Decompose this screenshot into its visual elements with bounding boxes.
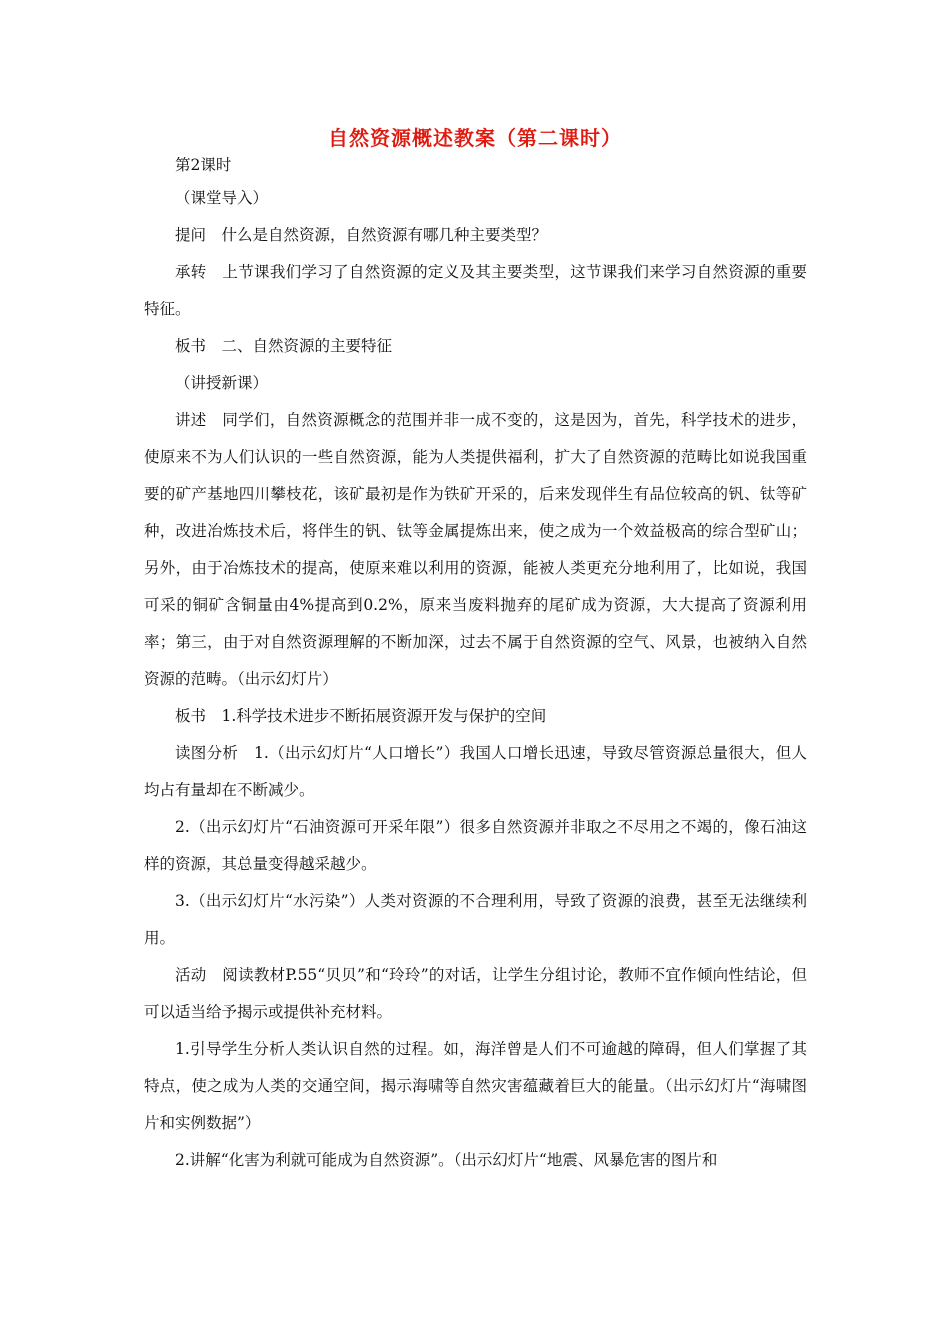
paragraph-board-point-1: 板书 1.科学技术进步不断拓展资源开发与保护的空间 [175,707,547,725]
paragraph-figure-analysis-3: 3.（出示幻灯片“水污染”）人类对资源的不合理利用，导致了资源的浪费，甚至无法继续利用。 [144,892,807,947]
paragraph-activity-point-2: 2.讲解“化害为利就可能成为自然资源”。（出示幻灯片“地震、风暴危害的图片和 [175,1151,718,1169]
paragraph-transition: 承转 上节课我们学习了自然资源的定义及其主要类型，这节课我们来学习自然资源的重要特征。 [144,263,807,318]
paragraph-activity: 活动 阅读教材P.55“贝贝”和“玲玲”的对话，让学生分组讨论，教师不宜作倾向性结论，但可以适当给予揭示或提供补充材料。 [144,966,807,1021]
paragraph-board-heading: 板书 二、自然资源的主要特征 [175,337,393,355]
paragraph-intro-heading: （课堂导入） [175,189,269,207]
paragraph-lesson-number: 第2课时 [175,156,232,174]
document-body [144,150,807,1179]
paragraph-new-lesson-heading: （讲授新课） [175,374,269,392]
paragraph-figure-analysis-1: 读图分析 1.（出示幻灯片“人口增长”）我国人口增长迅速，导致尽管资源总量很大，但人均占有量却在不断减少。 [144,744,807,799]
paragraph-activity-point-1: 1.引导学生分析人类认识自然的过程。如，海洋曾是人们不可逾越的障碍，但人们掌握了其特点，使之成为人类的交通空间，揭示海啸等自然灾害蕴藏着巨大的能量。（出示幻灯片“海啸图片和实例数据”） [144,1040,807,1132]
paragraph-lecture: 讲述 同学们，自然资源概念的范围并非一成不变的，这是因为，首先，科学技术的进步，使原来不为人们认识的一些自然资源，能为人类提供福利，扩大了自然资源的范畴比如说我国重要的矿产基地四川攀枝花，该矿最初是作为铁矿开采的，后来发现伴生有品位较高的钒、钛等矿种，改进冶炼技术后，将伴生的钒、钛等金属提炼出来，使之成为一个效益极高的综合型矿山；另外，由于冶炼技术的提高，使原来难以利用的资源，能被人类更充分地利用了，比如说，我国可采的铜矿含铜量由4%提高到0.2%，原来当废料抛弃的尾矿成为资源，大大提高了资源利用率；第三，由于对自然资源理解的不断加深，过去不属于自然资源的空气、风景，也被纳入自然资源的范畴。（出示幻灯片） [144,411,807,688]
paragraph-figure-analysis-2: 2.（出示幻灯片“石油资源可开采年限”）很多自然资源并非取之不尽用之不竭的，像石油这样的资源，其总量变得越采越少。 [144,818,807,873]
document-title: 自然资源概述教案（第二课时） [328,126,622,150]
paragraph-question: 提问 什么是自然资源，自然资源有哪几种主要类型？ [175,226,548,244]
